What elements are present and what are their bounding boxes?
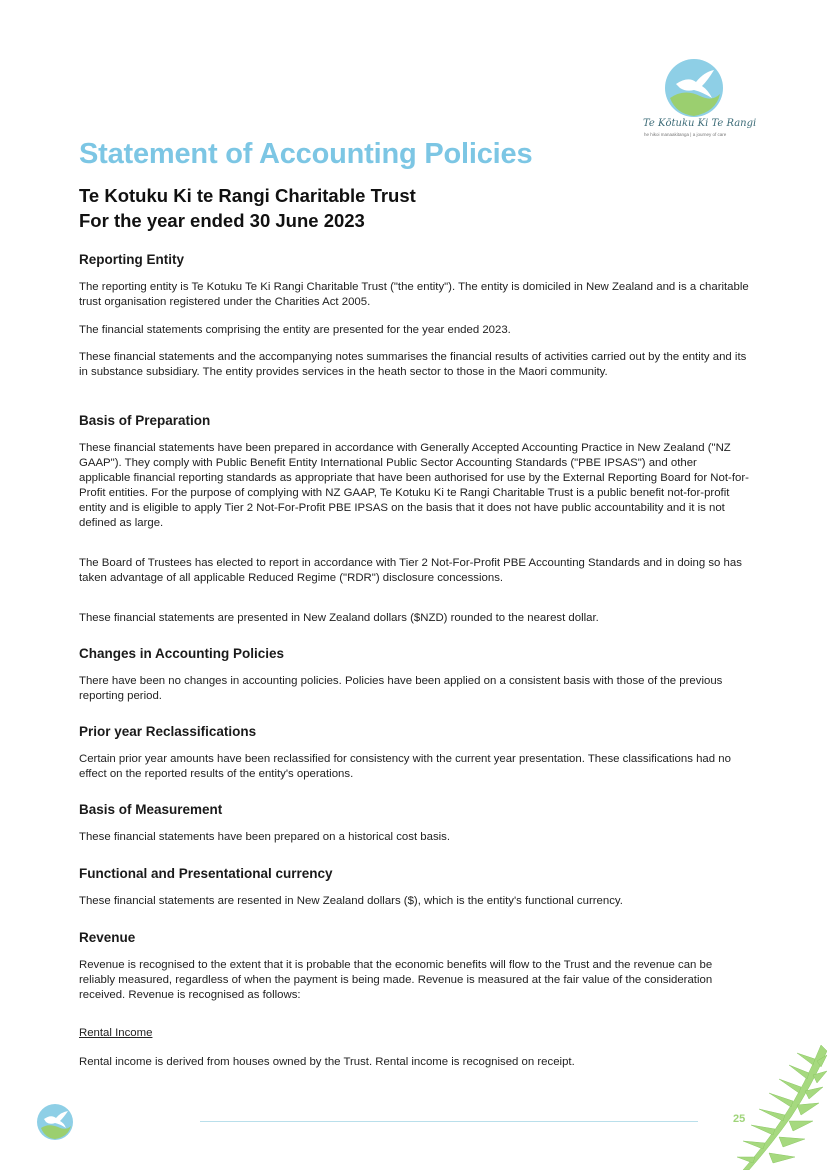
footer-bird-icon [36, 1103, 74, 1141]
paragraph-revenue: Revenue is recognised to the extent that it is probable that the economic benefits will flow to the Trust and the revenue can be reliably measured, regardless of when the payment is being made. Revenue is measured at the fair value of the consideration received. Revenue is recognised as follows: [79, 959, 713, 1001]
heading-currency: Functional and Presentational currency [79, 866, 333, 881]
heading-basis-of-measurement: Basis of Measurement [79, 802, 223, 817]
paragraph-reporting-entity-3: These financial statements and the accompanying notes summarises the financial results of activities carried out by the entity and its in substance subsidiary. The entity provides services in the heath sector to those in the Maori community. [79, 351, 747, 378]
subtitle-period: For the year ended 30 June 2023 [79, 210, 365, 231]
paragraph-prior-year: Certain prior year amounts have been reclassified for consistency with the current year presentation. These classifications had no effect on the reported results of the entity's operations. [79, 753, 731, 780]
heading-revenue: Revenue [79, 930, 136, 945]
page-number: 25 [733, 1113, 746, 1125]
heading-changes-policies: Changes in Accounting Policies [79, 646, 285, 661]
trust-logo [640, 56, 757, 140]
document-subtitle [79, 183, 416, 233]
kotuku-bird-logo-icon [664, 58, 724, 118]
subtitle-entity-name: Te Kotuku Ki te Rangi Charitable Trust [79, 185, 416, 206]
paragraph-measurement: These financial statements have been prepared on a historical cost basis. [79, 831, 451, 843]
paragraph-currency: These financial statements are resented in New Zealand dollars ($), which is the entity's functional currency. [79, 895, 623, 907]
heading-prior-year: Prior year Reclassifications [79, 724, 257, 739]
page-title: Statement of Accounting Policies [79, 138, 533, 170]
paragraph-changes: There have been no changes in accounting policies. Policies have been applied on a consistent basis with those of the previous reporting period. [79, 675, 723, 702]
paragraph-preparation-3: These financial statements are presented in New Zealand dollars ($NZD) rounded to the nearest dollar. [79, 612, 599, 624]
paragraph-reporting-entity-2: The financial statements comprising the entity are presented for the year ended 2023. [79, 324, 511, 336]
logo-wordmark: Te Kōtuku Ki Te Rangi [643, 118, 757, 129]
footer-divider [200, 1121, 698, 1122]
subheading-rental-income: Rental Income [79, 1027, 153, 1039]
paragraph-preparation-2: The Board of Trustees has elected to report in accordance with Tier 2 Not-For-Profit PBE Accounting Standards and in doing so has taken advantage of all applicable Reduced Regime ("RDR") disclosure concessions. [79, 557, 742, 584]
fern-frond-icon [735, 1045, 827, 1170]
paragraph-reporting-entity-1: The reporting entity is Te Kotuku Te Ki Rangi Charitable Trust ("the entity"). The entity is domiciled in New Zealand and is a charitable trust organisation registered under the Charities Act 2005. [79, 281, 749, 308]
logo-tagline: he hikoi manaakitanga | a journey of care [644, 132, 727, 137]
heading-reporting-entity: Reporting Entity [79, 252, 184, 267]
heading-basis-of-preparation: Basis of Preparation [79, 413, 211, 428]
paragraph-rental-income: Rental income is derived from houses owned by the Trust. Rental income is recognised on receipt. [79, 1056, 575, 1068]
paragraph-preparation-1: These financial statements have been prepared in accordance with Generally Accepted Accounting Practice in New Zealand ("NZ GAAP"). They comply with Public Benefit Entity International Public Sector Accounting Standards ("PBE IPSAS") and other applicable financial reporting standards as appropriate that have been authorised for use by the External Reporting Board for Not-for-Profit entities. For the purpose of complying with NZ GAAP, Te Kotuku Ki te Rangi Charitable Trust is a public benefit not-for-profit entity and is eligible to apply Tier 2 Not-For-Profit PBE IPSAS on the basis that it does not have public accountability and it is not defined as large. [79, 442, 749, 529]
